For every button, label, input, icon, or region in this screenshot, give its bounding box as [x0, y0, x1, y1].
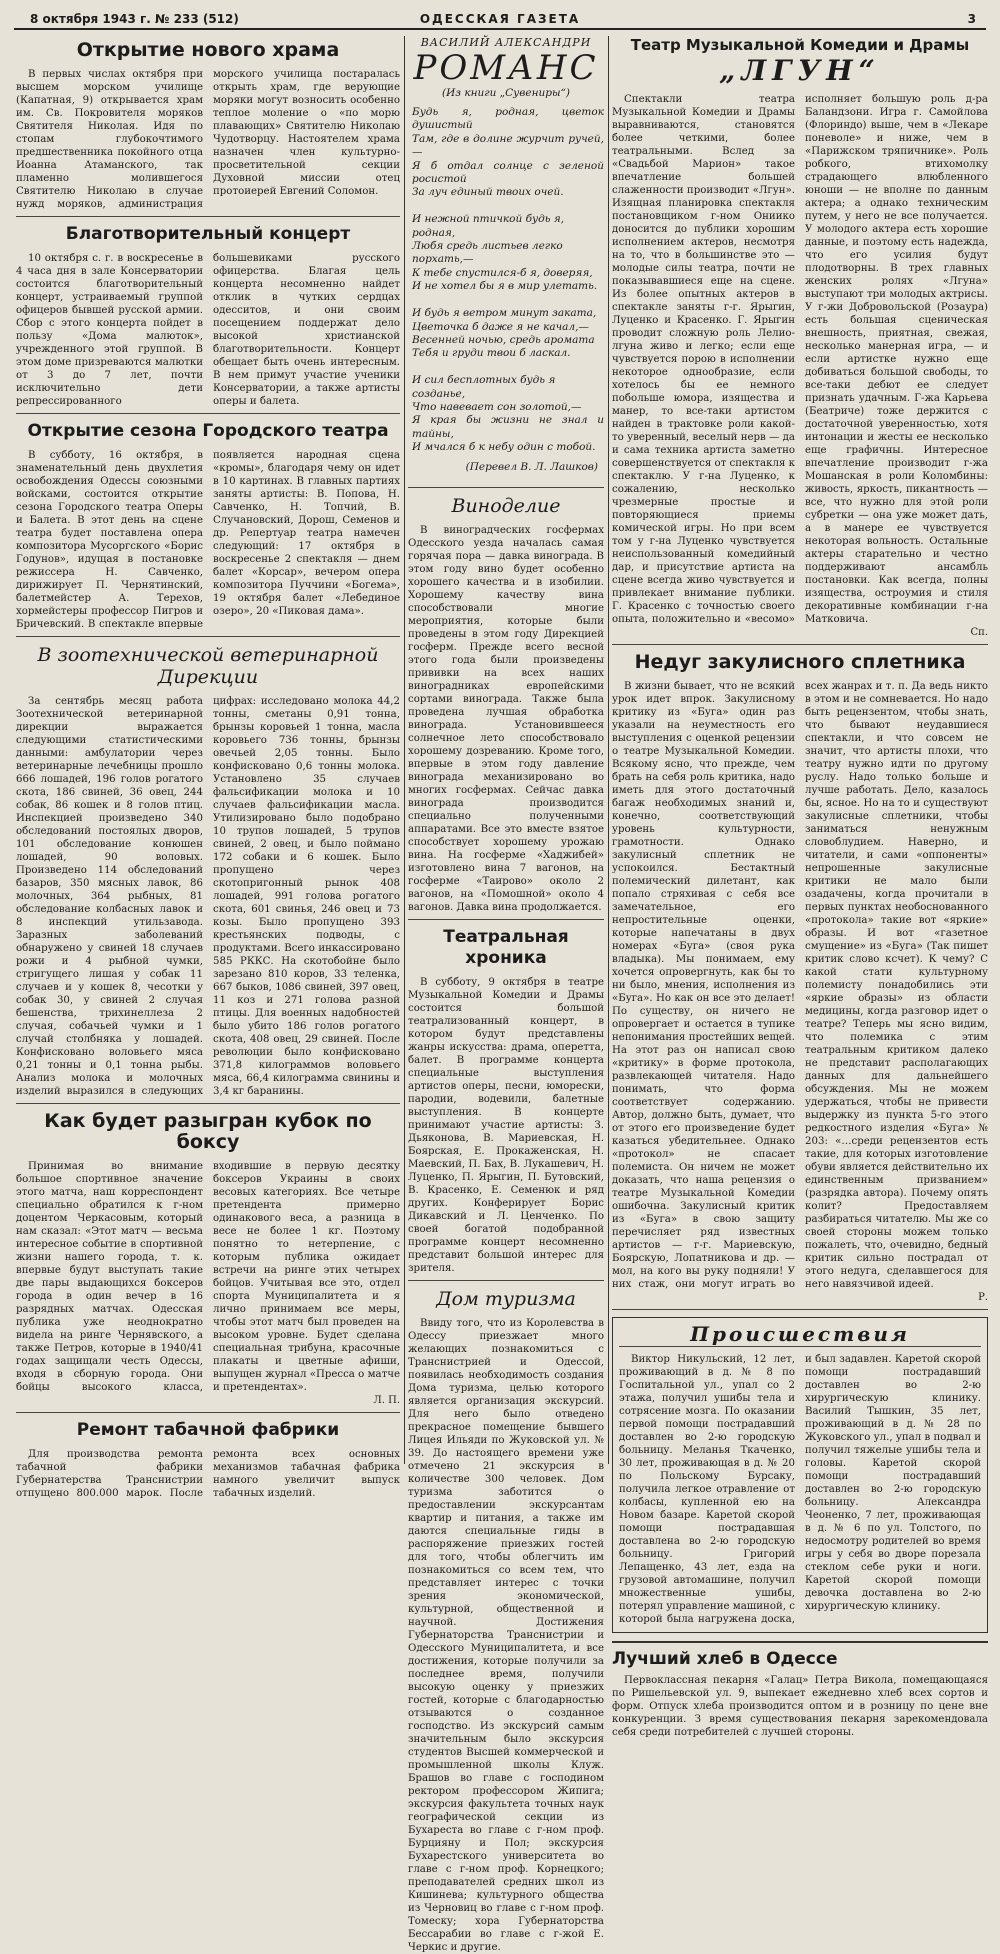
article-body: В субботу, 16 октября, в знаменательный день двухлетия освобождения Одессы союзными войсками, состоится открытие сезона Городского театра Оперы и Балета. В этот день на сцене театра будет поставлена опера композитора Мусоргского «Борис Годунов», идущая в постановке режиссера Н. Савченко, дирижирует П. Чернятинский, балетмейстер А. Терехов, хормейстеры профессор Пигров и Бричевский. В спектакле впервые появляется народная сцена «кромы», благодаря чему он идет в 10 картинах. В главных партиях заняты артисты: В. Попова, Н. Савченко, Н. Топчий, В. Случановский, Дорош, Семенов и др. Репертуар театра намечен следующий: 17 октября в воскресенье 2 спектакля — днем балет «Корсар», вечером опера композитора Пуччини «Богема», 19 октября балет «Лебединое озеро», 20 «Пиковая дама». [16, 450, 400, 630]
article-signature: Л. П. [373, 1395, 400, 1406]
article-title: Театр Музыкальной Комедии и Драмы [630, 36, 970, 54]
poem-author: ВАСИЛИЙ АЛЕКСАНДРИ [420, 36, 592, 49]
article-concert [16, 224, 400, 414]
article-incidents [612, 1317, 988, 1633]
article-tourism [408, 1288, 604, 1954]
article-gossip [612, 652, 988, 1310]
article-chronicle [408, 927, 604, 1281]
article-body: Спектакли театра Музыкальной Комедии и Драмы выравниваются, становятся более четкими, более театральными. Вслед за «Свадьбой Марион» такое впечатление большей слаженности производит «Лгун». Изящная планировка спектакля постановщиком г-ном Ониико доносится до публики хорошим исполнением актеров, несмотря на то, что в большинстве это — молодые силы театра, почти не показывавшиеся еще на сцене. Из более опытных актеров в спектакле заняты г-г. Ярыгин, Луценко и Красенко. Г. Ярыгин проводит сложную роль Лелио-лгуна живо и легко; если еще чувствуется порою в исполнении некоторое однообразие, если хотелось бы ее немного побольше юмора, изящества и манер, то все-таки артистом найден в трактовке роли какой-то уверенный, веселый нерв — да и сама техника артиста заметно совершенствуется от спектакля к спектаклю. У г-на Луценко, к сожалению, несколько чрезмерные простые и повторяющиеся приемы комической игры. Но при всем том у г-на Луценко чувствуется неиспользованный комедийный дар, и присутствие артиста на сцене всегда живо чувствуется и привлекает внимание публики. Г. Красенко с точностью своего опыта, положительно и «весомо» исполняет большую роль д-ра Баландзони. Игра г. Самойлова (Флориндо) выше, чем в «Лекаре поневоле» и ниже, чем в «Парижском тряпичнике». Роль робкого, втихомолку страдающего влюбленного юноши — не вполне по данным актера; а однако техническим путем, у него не все получается. У молодого актера есть хорошие данные, и поэтому есть надежда, что его усилия будут плодотворны. В трех главных женских ролях «Лгуна» выступают три молодых актрисы. У г-жи Добровольской (Розаура) есть большая сценическая внешность, приятная, свежая, несколько манерная игра, — и если артистке нужно еще добиваться большой свободы, то все-таки дебют ее следует признать удачным. Г-жа Карьева (Беатриче) тоже держится с достаточной уверенностью, хотя интонации и жесты ее несколько еще графичны. Интересное впечатление производит г-жа Мошанская в роли Коломбины: живость, яркость, пикантность — все, что нужно для этой роли субретки — она уже может дать, а в манере ее чувствуется некоторая вольность. Остальные актеры старательно и честно поддерживают ансамбль постановки. Как всегда, полны изящества, остроумия и стиля декоративные комбинации г-на Матковича. [612, 94, 988, 625]
advert-body: Первоклассная пекарня «Галац» Петра Викола, помещающаяся по Ришельевской ул. 9, выпекает ежедневно хлеб всех сортов и форм. Отпуск хлеба производится оптом и в розницу по цене вне конкуренции. З время существования пекарня зарекомендовала себя среди потребителей с лучшей стороны. [612, 1675, 988, 1738]
poem-translator: (Перевел В. Л. Лашков) [465, 460, 598, 473]
column-middle [408, 36, 604, 1953]
issue-date: 8 октября 1943 г. № 233 (512) [30, 12, 239, 26]
article-title: Происшествия [619, 1322, 981, 1347]
play-title: „ЛГУН“ [719, 54, 881, 87]
article-signature: Р. [978, 1292, 988, 1303]
article-boxing [16, 1111, 400, 1413]
column-divider [608, 36, 609, 1464]
advert-bread [612, 1641, 988, 1739]
advert-title: Лучший хлеб в Одессе [612, 1649, 838, 1669]
article-title: Недуг закулисного сплетника [634, 651, 966, 673]
article-title: Открытие нового храма [76, 39, 340, 61]
article-body: Для производства ремонта табачной фабрики Губернатерства Транснистрии отпущено 800.000 марок. После ремонта всех основных механизмов табачная фабрика намного увеличит выпуск табачных изделий. [16, 1449, 400, 1499]
article-body: В жизни бывает, что не всякий урок идет впрок. Закулисному критику из «Буга» один раз указали на неуместность его выступления с оценкой рецензии о театре Музыкальной Комедии. Всякому ясно, что прежде, чем брать на себя роль критика, надо иметь для этого достаточный багаж необходимых знаний и, конечно, соответствующий уровень культурности, грамотности. Однако закулисный сплетник не успокоился. Бестактный полемический дилетант, как попало стряхивая с себя все замечательное, его непростительные оценки, которые напечатаны в двух номерах «Буга» (своя рука владыка). Мы понимаем, ему хочется опровергнуть, как бы то ни было, мнения, исполнения из «Буга». Но как он все это делает! По существу, он ничего не опровергает и остается в тупике непонимания простейших вещей. На этот раз он написал свою «критику» в форме протокола, развлекающей читателя. Надо понимать, что форма соответствует содержанию. Автор, должно быть, думает, что от этого его произведение будет казаться убедительнее. Однако «протокол» не спасает полемиста. Он ничем не может доказать, что наша рецензия о театре Музыкальной Комедии ошибочна. Закулисный критик из «Буга» в свою защиту перечисляет ряд известных артистов — г-г. Мариевскую, Боярскую, Лопатникова и др. — мол, на кого вы руку подняли! У них стаж, они могут играть во всех жанрах и т. п. Да ведь никто в этом и не сомневается. Но надо быть рецензентом, чтобы знать, что бывают неудавшиеся спектакли, и что совсем не значит, что артисты плохи, что театру нужно идти по другому руслу. Надо только больше и лучше работать. Дело, казалось бы, ясное. Но на то и существуют закулисные сплетники, чтобы заниматься ненужным словоблудием. Наверно, и читатели, и сами «оппоненты» непрошенные закулисные критики не мало были озадачены, когда прочитали в первых пунктах необоснованного «протокола» такие вот «яркие» образы. И вот «газетное смущение» из «Буга» (Так пишет критик слово ксчет). К чему? С какой стати культурному полемисту понадобились эти «яркие образы» из области медицины, когда разговор идет о театре? Теперь мы ясно видим, что полемика с этим театральным критиком далеко не представит располагающих данных для дальнейшего обсуждения. Мы не можем удержаться, чтобы не привести выдержку из пункта 5-го этого редкостного изделия «Буга» № 203: «…среди рецензентов есть такие, для которых изготовление обуви является действительно их единственным призванием» (разрядка автора). Почему опять колит? Предоставляем разбираться читателю. Мы же со своей стороны можем только пожалеть, что, очевидно, бедный критик сильно пострадал от этого недуга, сделавшегося для него навязчивой идеей. [612, 681, 988, 1290]
column-right [612, 36, 988, 1738]
article-title: Театральная хроника [443, 926, 569, 968]
article-body: За сентябрь месяц работа Зоотехнической ветеринарной дирекции выражается следующими статистическими данными: амбулатории через ветеринарные лечебницы прошло 666 лошадей, 196 голов рогатого скота, 186 свиней, 36 овец, 244 собак, 86 кошек и 8 голов птиц. Инспекцией произведено 340 обследований постоялых дворов, 101 обследование конюшен лошадей, 90 воловых. Произведено 114 обследований базаров, 350 мясных лавок, 86 молочных, 364 рыбных, 81 обследование колбасных лавок и 8 инспекций утильзавода. Заразных заболеваний обнаружено у свиней 18 случаев рожи и 4 рыбной чумки, стригущего лишая у собак 11 случаев и у кошек 8, чесотки у собак 30, у свиней 2 случая бешенства, трихинеллеза 2 случая, собачьей чумки и 1 случай столбняка у лошадей. Конфисковано воловьего мяса 0,21 тонны и 0,1 тонна рыбы. Анализ молока и молочных изделий выразился в следующих цифрах: исследовано молока 44,2 тонны, сметаны 0,91 тонна, брынзы коровьей 1 тонна, масла коровьего 736 тонны, брынзы овечьей 2,05 тонны. Было конфисковано 0,6 тонны молока. Установлено 35 случаев фальсификации молока и 10 случаев фальсификации масла. Утилизировано было подобрано 10 трупов лошадей, 5 трупов свиней, 2 овец, и было поймано 172 собаки и 6 кошек. Было пропущено через скотопригонный рынок 408 лошадей, 991 голова рогатого скота, 601 свинья, 246 овец и 73 козы. Было пропущено 393 крестьянских подводы, с продуктами. Всего инкассировано 585 РККС. На скотобойне было зарезано 810 коров, 33 теленка, 667 быков, 1086 свиней, 397 овец, 11 коз и 271 голова разной птицы. Для военных надобностей было убито 186 голов рогатого скота, 408 овец, 29 свиней. После революции было конфисковано 371,8 килограммов воловьего мяса, 66,4 килограмма свинины и 3,4 кг баранины. [16, 696, 400, 1097]
page-number: 3 [967, 12, 976, 26]
article-title: Как будет разыгран кубок по боксу [44, 1110, 372, 1153]
column-left [16, 36, 400, 1499]
poem-romance [408, 36, 604, 488]
column-divider [404, 36, 405, 1464]
article-title: В зоотехнической ветеринарной Дирекции [37, 644, 379, 688]
article-title: Виноделие [451, 494, 561, 517]
article-season [16, 421, 400, 637]
poem-text: Будь я, родная, цветок душистый Там, где в долине журчит ручей,— Я б отдал солнце с зеленой росистой За луч единый твоих очей. И нежной птичкой будь я, родная, Любя средь листьев легко порхать,— К тебе спустился-б я, доверяя, И не хотел бы я в мир улетать. И будь я ветром минут заката, Цветочка б даже я не качал,— Весенней ночью, средь аромата Тебя и груди твои б ласкал. И сил бесплотных будь я созданье, Что навевает сон золотой,— Я края бы жизни не знал и тайны, И мчался б к небу один с тобой. [412, 106, 604, 454]
article-body: В субботу, 9 октября в театре Музыкальной Комедии и Драмы состоится большой театрализованный концерт, в котором будут представлены жанры искусства: драма, оперетта, балет. В программе концерта специальные выступления артистов оперы, песни, юморески, пародии, водевили, балетные выступления. В концерте принимают участие артисты: З. Дьяконова, В. Мариевская, Н. Боярская, Е. Прокаженская, Н. Маевский, П. Бах, В. Лукашевич, Н. Луценко, П. Ярыгин, П. Бутовский, В. Красенко, Е. Семенюк и ряд других. Конферирует Борис Дикавский и Л. Ценченко. По своей богатой подобранной программе концерт несомненно представит большой интерес для зрителя. [408, 976, 604, 1274]
article-title: Дом туризма [436, 1287, 576, 1310]
article-temple [16, 40, 400, 217]
newspaper-name: ОДЕССКАЯ ГАЗЕТА [419, 12, 581, 26]
article-body: Ввиду того, что из Королевства в Одессу приезжает много желающих познакомиться с Транснистрией и Одессой, появилась необходимость создания Дома туризма, целью которого является организация экскурсий. Для него было отведено прекрасное помещение бывшего Лицея Ильяди по Жуковской ул. № 39. До настоящего времени уже отмечено 21 экскурсия в количестве 300 человек. Дом туризма заботится о предоставлении экскурсантам квартир и питания, а также им даются специальные гиды в распоряжение приезжих гостей для того, чтобы облегчить им познакомиться со всем тем, что представляет интерес с точки зрения экономической, культурной, общественной и научной. Достижения Губернаторства Транснистрии и Одесского Муниципалитета, и все достижения, которые получили за последнее время, получили высокую оценку у приезжих гостей, которые с благодарностью отзываются о созданное господство. Из экскурсий самым значительным было экскурсия студентов Высшей коммерческой и промышленной школы Клуж. Брашов во главе с господином ректором профессором Жипига; экскурсия факультета точных наук географической секции из Бухареста во главе с г-ном проф. Бурцияну и Пол; экскурсия Бухарестского университета во главе с г-ном проф. Корнецкого; преподавателей средних школ из Кишинева; культурного общества из Черновиц во главе с г-ном проф. Томеску; хора Губернаторства Бессарабии во главе с г-жой Е. Черкис и другие. [408, 1317, 604, 1953]
article-body: В первых числах октября при высшем морском училище (Капатная, 9) открывается храм им. Св. Покровителя моряков Святителя Николая. Идя по стопам глубокочтимого предшественника покойного отца Иоанна Атаманского, так пламенно молившегося Святителю Николаю в случае нужд моряков, администрация морского училища постаралась открыть храм, где верующие моряки могут возносить особенно теплое моление о «по морю плавающих» Святителю Николаю Чудотворцу. Настоятелем храма назначен член культурно-просветительной секции Духовной миссии отец протоиерей Евгений Соломон. [16, 69, 400, 210]
article-title: Открытие сезона Городского театра [27, 421, 389, 441]
article-body: Виктор Никульский, 12 лет, проживающий в д. № 8 по Госпитальной ул., упал со 2 этажа, получил ушибы тела и сотрясение мозга. По оказании первой помощи пострадавший доставлен во 2-ю городскую больницу. Меланья Ткаченко, 30 лет, проживающая в д. № 20 по Польскому Бурсаку, получила легкое отравление от колбасы, купленной ею на Новом базаре. Каретой скорой помощи пострадавшая доставлена во 2-ю городскую больницу. Григорий Лепащенко, 43 лет, езда на грузовой автомашине, получил множественные ушибы, потерял управление машиной, с которой была нагружена доска, и был задавлен. Каретой скорой помощи пострадавший доставлен во 2-ю хирургическую клинику. Василий Тышкин, 35 лет, проживающий в д. № 28 по Жуковского ул., упал в подвал и получил тяжелые ушибы тела и головы. Каретой скорой помощи пострадавший доставлен во 2-ю городскую больницу. Александра Чеоненко, 7 лет, проживающая в д. № 6 по ул. Толстого, по недосмотру родителей во время игры у себя во дворе порезала стеклом себе руки и ноги. Каретой скорой помощи девочка доставлена во 2-ю хирургическую клинику. [619, 1354, 981, 1625]
article-wine [408, 495, 604, 920]
article-vet [16, 644, 400, 1104]
article-body: 10 октября с. г. в воскресенье в 4 часа дня в зале Консерватории состоится благотворительный концерт, устраиваемый группой офицеров бывшей русской армии. Сбор с этого концерта пойдет в пользу «Дома малюток», учрежденного этой группой. В этом доме призреваются малютки от 3 до 7 лет, почти исключительно дети репрессированного большевиками русского офицерства. Благая цель концерта несомненно найдет отклик в чутких сердцах одесситов, и они своим посещением поддержат дело высокой христианской благотворительности. Концерт обещает быть очень интересным. В нем примут участие ученики Консерватории, а также артисты оперы и балета. [16, 253, 400, 407]
article-body: Принимая во внимание большое спортивное значение этого матча, наш корреспондент специально обратился к г-ном доцентом Черкасовым, который нам сказал: «Этот матч — весьма интересное событие в спортивной жизни нашего города, т. к. впервые будут выступать такие две пары выдающихся боксеров города в один вечер в 16 разрядных матчах. Одесская публика уже неоднократно видела на ринге Чернявского, а также Петров, которые в 1940/41 годах защищали честь Одессы, входя в сборную города. Они бойцы высокого класса, входившие в первую десятку боксеров Украины в своих весовых категориях. Все четыре претендента примерно одинакового веса, а разница в весе не более 1 кг. Поэтому понятно то нетерпение, с которым публика ожидает встречи на ринге этих четырех бойцов. Учитывая все это, отдел спорта Муниципалитета и я лично принимаем все меры, чтобы этот матч был проведен на высоком уровне. Будет сделана специальная трибуна, красочные плакаты и цветные афиши, выпущен журнал «Пресса о матче и претендентах». [16, 1161, 400, 1393]
page-header [14, 6, 986, 30]
article-title: Ремонт табачной фабрики [76, 1420, 340, 1440]
poem-title: РОМАНС [413, 48, 599, 88]
article-signature: Сп. [970, 627, 988, 638]
article-title: Благотворительный концерт [65, 224, 351, 244]
poem-source: (Из книги „Сувениры“) [442, 87, 570, 99]
article-theatre-review [612, 36, 988, 645]
article-body: В виноградческих госфермах Одесского уезда началась самая горячая пора — давка винограда. В этом году вино будет особенно хорошего качества и в изобилии. Хорошему качеству вина способствовали многие мероприятия, которые были проведены в этом году Дирекцией госферм. Прежде всего весной этого года были произведены прививки на всех наших виноградниках европейскими сортами винограда. Также была проведена лучшая обработка винограда. Установившееся солнечное лето способствовало хорошему дозреванию. Кроме того, впервые в этом году давление винограда механизировано во многих госфермах. Сейчас давка винограда производится специально полученными аппаратами. Все это вместе взятое способствует хорошему урожаю вина. На госферме «Хаджибей» изготовлено вина 7 вагонов, на госферме «Таирово» около 2 вагонов, на «Помошной» около 4 вагонов. Давка вина продолжается. [408, 524, 604, 913]
article-tobacco [16, 1420, 400, 1500]
